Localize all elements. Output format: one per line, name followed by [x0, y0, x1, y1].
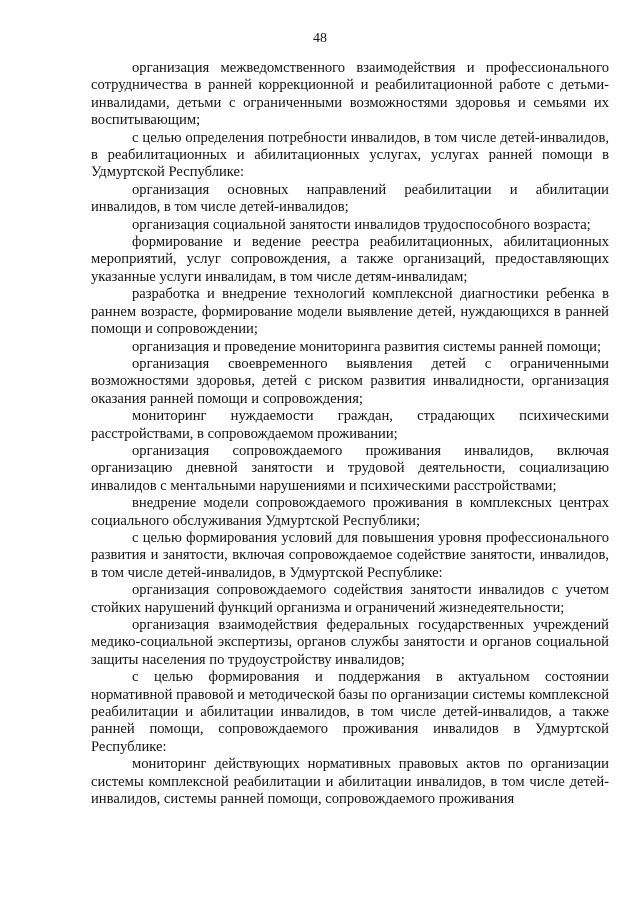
paragraph: организация и проведение мониторинга развития системы ранней помощи;: [132, 338, 602, 355]
paragraph: разработка и внедрение технологий комплексной диагностики ребенка в раннем возрасте, формирование модели выявление детей, нуждающихся в ранней помощи и сопровождении;: [91, 286, 609, 338]
paragraph: организация сопровождаемого содействия занятости инвалидов с учетом стойких нарушений функций организма и ограничений жизнедеятельности;: [91, 582, 609, 616]
paragraph: с целью определения потребности инвалидов, в том числе детей-инвалидов, в реабилитационных и абилитационных услугах, услугах ранней помощи в Удмуртской Республике:: [91, 129, 609, 181]
paragraph: организация взаимодействия федеральных государственных учреждений медико-социальной экспертизы, органов службы занятости и органов социальной защиты населения по трудоустройству инвалидов;: [91, 617, 609, 668]
paragraph: внедрение модели сопровождаемого проживания в комплексных центрах социального обслуживания Удмуртской Республики;: [91, 495, 609, 529]
paragraph: мониторинг действующих нормативных правовых актов по организации системы комплексной реабилитации и абилитации инвалидов, в том числе детей-инвалидов, системы ранней помощи, сопровождаемого проживания: [91, 756, 609, 808]
paragraph: организация межведомственного взаимодействия и профессионального сотрудничества в ранней коррекционной и реабилитационной работе с детьми-инвалидами, детьми с ограниченными возможностями здоровья и семьями их воспитывающим;: [91, 60, 609, 129]
page-number: 48: [313, 31, 327, 46]
paragraph: организация сопровождаемого проживания инвалидов, включая организацию дневной занятости и трудовой деятельности, социализацию инвалидов с ментальными нарушениями и психическими расстройствами;: [91, 442, 609, 494]
paragraph: организация основных направлений реабилитации и абилитации инвалидов, в том числе детей-инвалидов;: [91, 181, 609, 216]
paragraph: с целью формирования и поддержания в актуальном состоянии нормативной правовой и методической базы по организации системы комплексной реабилитации и абилитации инвалидов, в том числе детей-инвалидов, а также ранней помощи, сопровождаемого проживания инвалидов в Удмуртской Республике:: [91, 669, 609, 755]
document-body: [91, 60, 609, 808]
paragraph: организация социальной занятости инвалидов трудоспособного возраста;: [132, 216, 591, 233]
paragraph: мониторинг нуждаемости граждан, страдающих психическими расстройствами, в сопровождаемом проживании;: [91, 408, 609, 442]
paragraph: формирование и ведение реестра реабилитационных, абилитационных мероприятий, услуг сопровождения, а также организаций, предоставляющих указанные услуги инвалидам, в том числе детям-инвалидам;: [91, 234, 609, 285]
paragraph: с целью формирования условий для повышения уровня профессионального развития и занятости, включая сопровождаемое содействие занятости, инвалидов, в том числе детей-инвалидов, в Удмуртской Республике:: [91, 529, 609, 581]
paragraph: организация своевременного выявления детей с ограниченными возможностями здоровья, детей с риском развития инвалидности, организация оказания ранней помощи и сопровождения;: [91, 355, 609, 407]
